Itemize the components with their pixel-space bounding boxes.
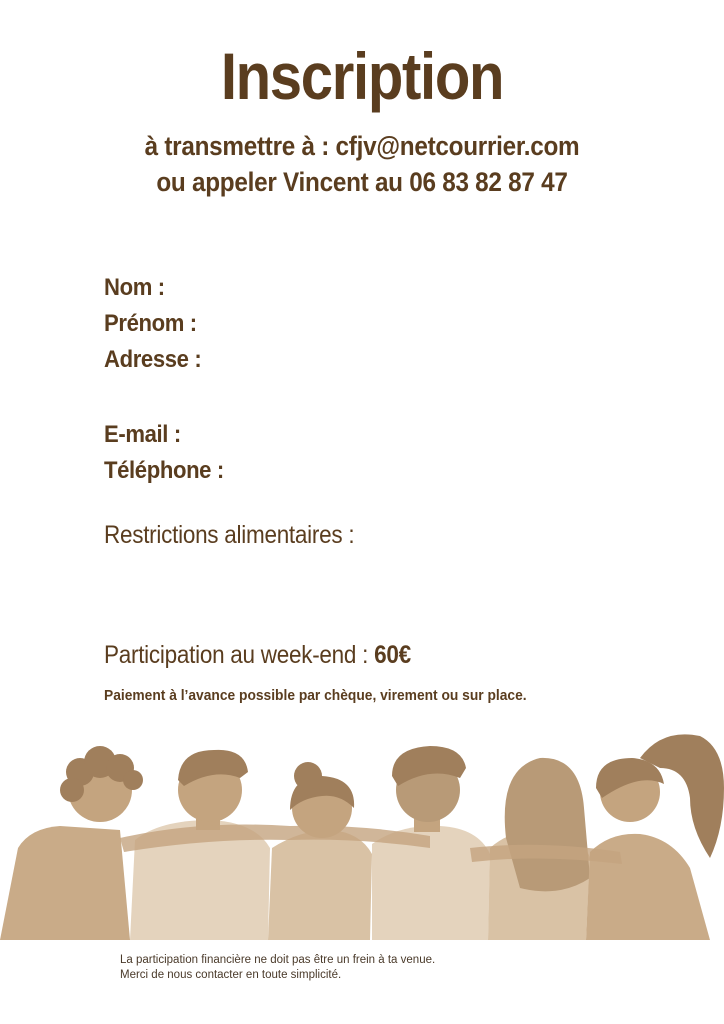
telephone-label: Téléphone :	[104, 457, 224, 484]
footer-line-2: Merci de nous contacter en toute simplicité.	[120, 969, 342, 981]
email-label: E-mail :	[104, 421, 181, 448]
page-title: Inscription	[220, 39, 504, 113]
nom-label: Nom :	[104, 274, 165, 301]
group-hug-illustration	[0, 728, 724, 940]
adresse-label: Adresse :	[104, 346, 202, 373]
prenom-label: Prénom :	[104, 310, 197, 337]
contact-email-line: à transmettre à : cfjv@netcourrier.com	[144, 131, 580, 161]
participation-label: Participation au week-end :	[104, 641, 375, 669]
person-6	[586, 734, 724, 940]
payment-note: Paiement à l’avance possible par chèque, virement ou sur place.	[104, 687, 527, 704]
footer-line-1: La participation financière ne doit pas être un frein à ta venue.	[120, 954, 436, 966]
contact-phone-line: ou appeler Vincent au 06 83 82 87 47	[156, 167, 568, 197]
restrictions-label: Restrictions alimentaires :	[104, 521, 355, 549]
participation-price: 60€	[374, 641, 411, 669]
footer-note	[120, 953, 435, 983]
participation-line	[104, 641, 411, 670]
person-3	[268, 762, 372, 940]
